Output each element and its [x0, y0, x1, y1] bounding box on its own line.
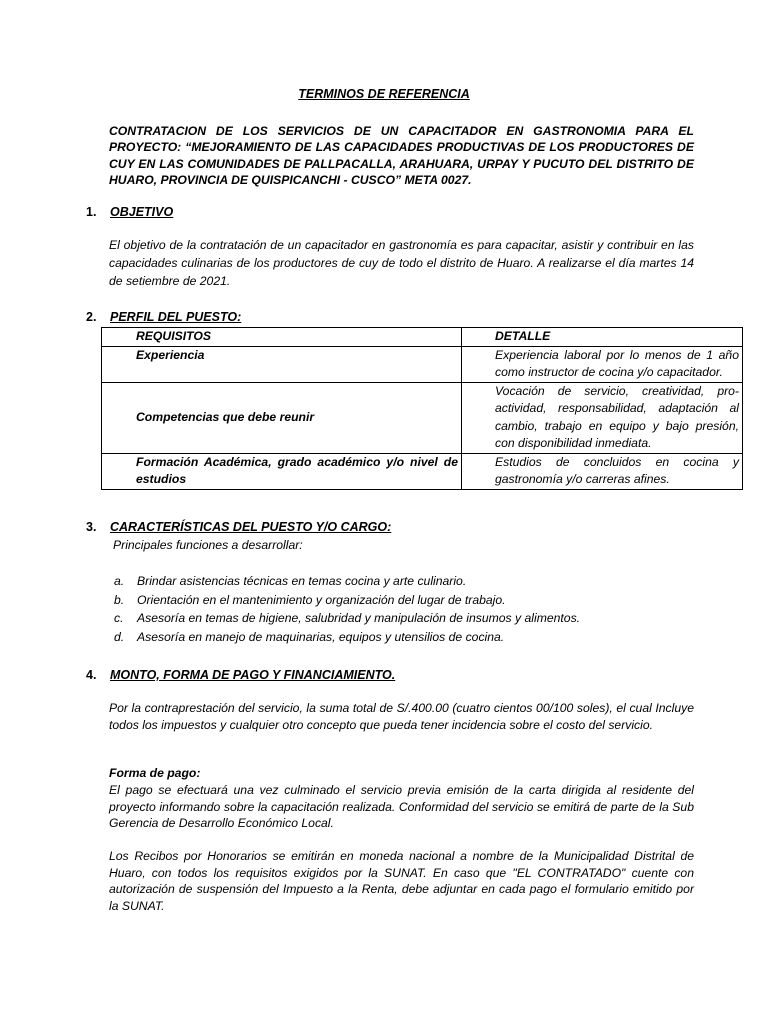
section-4-number: 4. [86, 668, 97, 682]
list-text: Brindar asistencias técnicas en temas cocina y arte culinario. [137, 574, 467, 588]
section-2-title: PERFIL DEL PUESTO: [110, 310, 242, 324]
list-marker: d. [114, 630, 125, 644]
table-row [102, 382, 743, 453]
list-text: Asesoría en temas de higiene, salubridad y manipulación de insumos y alimentos. [137, 611, 581, 625]
list-text: Asesoría en manejo de maquinarias, equipos y utensilios de cocina. [137, 630, 505, 644]
payment-paragraph: El pago se efectuará una vez culminado el servicio previa emisión de la carta dirigida al residente del proyecto informando sobre la capacitación realizada. Conformidad del servicio se emitirá de parte de la Sub Gerencia de Desarrollo Económico Local. [109, 783, 694, 831]
list-text: Orientación en el mantenimiento y organización del lugar de trabajo. [137, 593, 506, 607]
objective-paragraph: El objetivo de la contratación de un capacitador en gastronomía es para capacitar, asistir y contribuir en las capacidades culinarias de los productores de cuy de todo el distrito de Huaro. A realizarse el día martes 14 de setiembre de 2021. [109, 238, 694, 289]
project-description: CONTRATACION DE LOS SERVICIOS DE UN CAPACITADOR EN GASTRONOMIA PARA EL PROYECTO: “MEJORAMIENTO DE LAS CAPACIDADES PRODUCTIVAS DE LOS PRODUCTORES DE CUY EN LAS COMUNIDADES DE PALLPACALLA, ARAHUARA, URPAY Y PUCUTO DEL DISTRITO DE HUARO, PROVINCIA DE QUISPICANCHI - CUSCO” META 0027. [109, 124, 694, 187]
document-title: TERMINOS DE REFERENCIA [298, 87, 470, 101]
list-item [114, 630, 504, 644]
list-item [114, 593, 506, 607]
section-4-title: MONTO, FORMA DE PAGO Y FINANCIAMIENTO. [110, 668, 396, 682]
header-detalle: DETALLE [462, 328, 743, 347]
table-header-row [102, 328, 743, 347]
section-3-number: 3. [86, 520, 97, 534]
list-marker: c. [114, 611, 124, 625]
list-marker: a. [114, 574, 125, 588]
row-detail: Experiencia laboral por lo menos de 1 año como instructor de cocina y/o capacitador. [462, 346, 743, 382]
payment-heading: Forma de pago: [109, 766, 201, 780]
section-1-number: 1. [86, 205, 97, 219]
section-2-number: 2. [86, 310, 97, 324]
section-3-title: CARACTERÍSTICAS DEL PUESTO Y/O CARGO: [110, 520, 392, 534]
table-row [102, 346, 743, 382]
row-requirement: Competencias que debe reunir [102, 382, 462, 453]
section-1-title: OBJETIVO [110, 205, 174, 219]
receipts-paragraph: Los Recibos por Honorarios se emitirán en moneda nacional a nombre de la Municipalidad Distrital de Huaro, con todos los requisitos exigidos por la SUNAT. En caso que "EL CONTRATADO" cuente con autorización de suspensión del Impuesto a la Renta, debe adjuntar en cada pago el formulario emitido por la SUNAT. [109, 849, 694, 913]
row-requirement: Formación Académica, grado académico y/o nivel de estudios [102, 453, 462, 489]
amount-paragraph: Por la contraprestación del servicio, la suma total de S/.400.00 (cuatro cientos 00/100 soles), el cual Incluye todos los impuestos y cualquier otro concepto que pueda tener incidencia sobre el costo del servicio. [109, 701, 694, 732]
row-detail: Vocación de servicio, creatividad, pro-actividad, responsabilidad, adaptación al cambio, trabajo en equipo y bajo presión, con disponibilidad inmediata. [462, 382, 743, 453]
list-item [114, 574, 466, 588]
functions-subtitle: Principales funciones a desarrollar: [113, 538, 303, 552]
profile-table [101, 327, 743, 490]
table-row [102, 453, 743, 489]
list-marker: b. [114, 593, 125, 607]
row-detail: Estudios de concluidos en cocina y gastronomía y/o carreras afines. [462, 453, 743, 489]
list-item [114, 611, 580, 625]
header-requisitos: REQUISITOS [102, 328, 462, 347]
row-requirement: Experiencia [102, 346, 462, 382]
